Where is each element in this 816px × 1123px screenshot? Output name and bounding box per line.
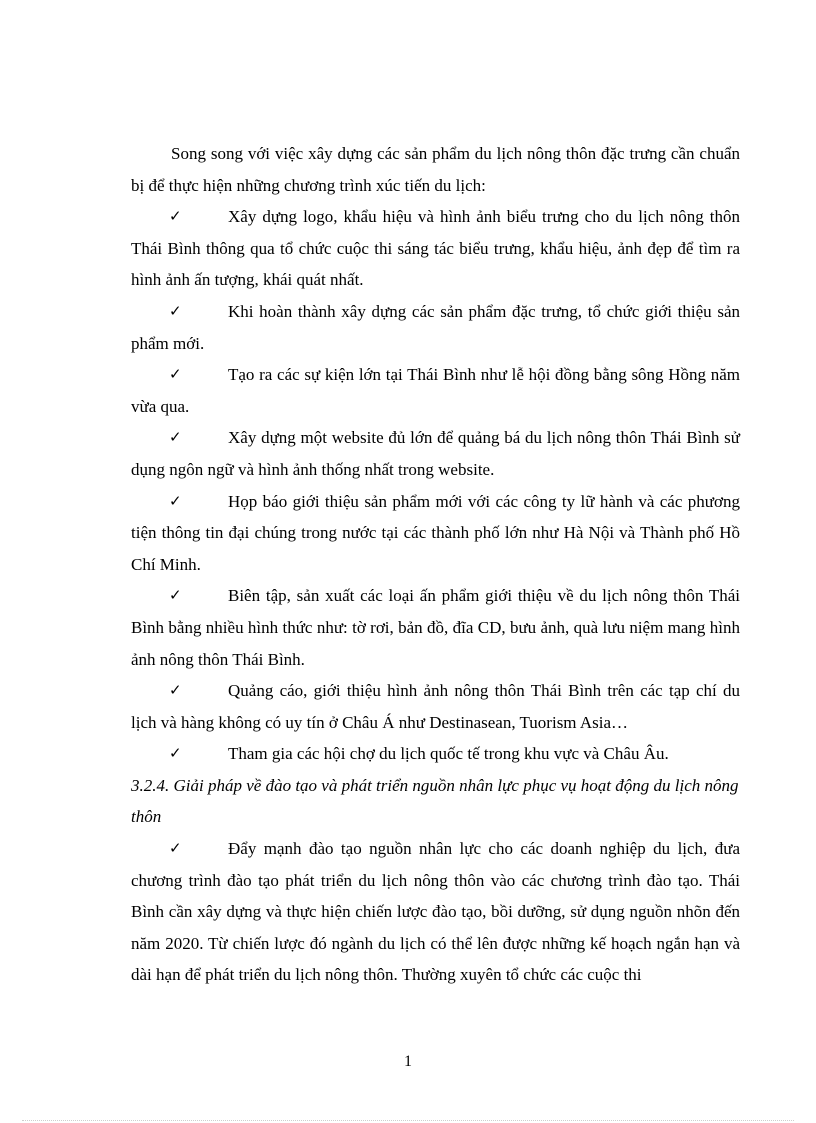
bullet-text: Khi hoàn thành xây dựng các sản phẩm đặc trưng, tổ chức giới thiệu sản phẩm mới.	[131, 301, 740, 353]
bullet-text: Quảng cáo, giới thiệu hình ảnh nông thôn Thái Bình trên các tạp chí du lịch và hàng không có uy tín ở Châu Á như Destinasean, Tuorism Asia…	[131, 681, 740, 732]
bullet-item	[131, 738, 740, 770]
section-heading: 3.2.4. Giải pháp về đào tạo và phát triển nguồn nhân lực phục vụ hoạt động du lịch nông thôn	[131, 775, 739, 827]
page-bottom-divider	[22, 1120, 794, 1121]
bullet-item	[131, 296, 740, 359]
checkmark-icon: ✓	[169, 681, 182, 700]
bullet-text: Xây dựng logo, khẩu hiệu và hình ảnh biểu trưng cho du lịch nông thôn Thái Bình thông qua tổ chức cuộc thi sáng tác biểu trưng, khẩu hiệu, ảnh đẹp để tìm ra hình ảnh ấn tượng, khái quát nhất.	[131, 207, 740, 290]
bullet-text: Họp báo giới thiệu sản phẩm mới với các công ty lữ hành và các phương tiện thông tin đại chúng trong nước tại các thành phố lớn như Hà Nội và Thành phố Hồ Chí Minh.	[131, 491, 740, 574]
bullet-item	[131, 422, 740, 485]
checkmark-icon: ✓	[169, 586, 182, 605]
bullet-text: Tạo ra các sự kiện lớn tại Thái Bình như lễ hội đồng bằng sông Hồng năm vừa qua.	[131, 365, 740, 416]
intro-paragraph: Song song với việc xây dựng các sản phẩm du lịch nông thôn đặc trưng cần chuẩn bị để thực hiện những chương trình xúc tiến du lịch:	[131, 144, 740, 195]
document-body	[131, 138, 740, 991]
bullet-text: Đẩy mạnh đào tạo nguồn nhân lực cho các doanh nghiệp du lịch, đưa chương trình đào tạo phát triển du lịch nông thôn vào các chương trình đào tạo. Thái Bình cần xây dựng và thực hiện chiến lược đào tạo, bồi dưỡng, sử dụng nguồn nhõn đến năm 2020. Từ chiến lược đó ngành du lịch có thể lên được những kế hoạch ngắn hạn và dài hạn để phát triển du lịch nông thôn. Thường xuyên tổ chức các cuộc thi	[131, 839, 740, 985]
page-number: 1	[404, 1053, 412, 1070]
bullet-text: Xây dựng một website đủ lớn để quảng bá du lịch nông thôn Thái Bình sử dụng ngôn ngữ và hình ảnh thống nhất trong website.	[131, 428, 740, 479]
bullet-item	[131, 580, 740, 675]
checkmark-icon: ✓	[169, 491, 182, 510]
checkmark-icon: ✓	[169, 301, 182, 320]
bullet-text: Tham gia các hội chợ du lịch quốc tế trong khu vực và Châu Âu.	[228, 744, 669, 764]
bullet-item	[131, 833, 740, 991]
checkmark-icon: ✓	[169, 207, 182, 226]
bullet-item	[131, 359, 740, 422]
bullet-text: Biên tập, sản xuất các loại ấn phẩm giới thiệu về du lịch nông thôn Thái Bình bằng nhiều hình thức như: tờ rơi, bản đồ, đĩa CD, bưu ảnh, quà lưu niệm mang hình ảnh nông thôn Thái Bình.	[131, 586, 740, 669]
bullet-item	[131, 486, 740, 581]
checkmark-icon: ✓	[169, 744, 182, 763]
checkmark-icon: ✓	[169, 839, 182, 858]
bullet-item	[131, 675, 740, 738]
bullet-item	[131, 201, 740, 296]
checkmark-icon: ✓	[169, 365, 182, 384]
checkmark-icon: ✓	[169, 428, 182, 447]
